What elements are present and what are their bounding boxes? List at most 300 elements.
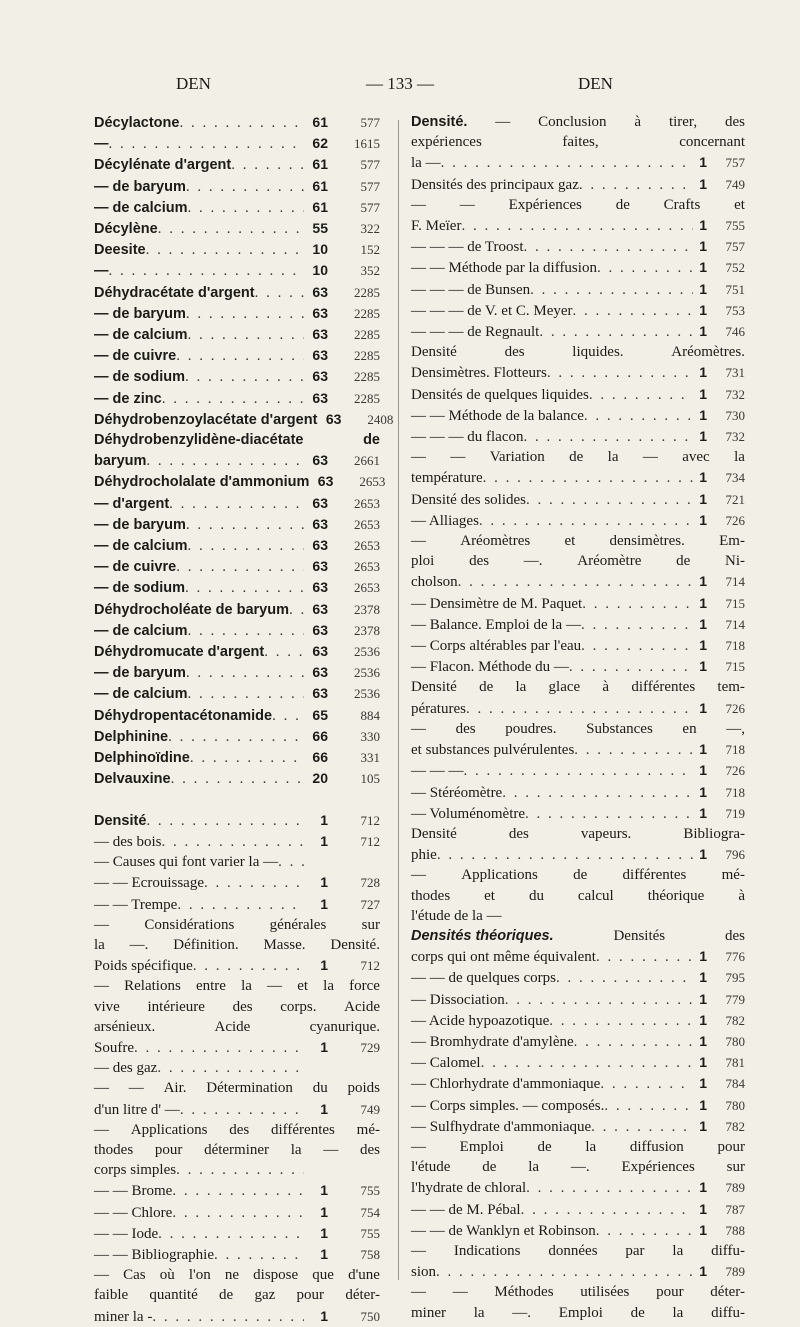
- word: Relations: [124, 978, 181, 995]
- volume-number: 1: [699, 323, 707, 340]
- entry-text: — — —: [411, 763, 464, 780]
- entry-text: [94, 997, 380, 1017]
- leader-dots: [464, 761, 694, 781]
- leader-dots: [549, 1011, 693, 1031]
- volume-number: 1: [699, 1032, 707, 1049]
- word: Considérations: [144, 916, 235, 933]
- word: —: [411, 196, 426, 213]
- volume-number: 1: [320, 1038, 328, 1055]
- entry-heading: Densité.: [411, 114, 468, 130]
- leader-dots: [187, 621, 304, 641]
- volume-number: 63: [312, 579, 328, 596]
- index-entry: [411, 1116, 745, 1137]
- entry-text: [94, 915, 380, 935]
- leader-dots: [134, 1038, 304, 1058]
- entry-text: [94, 976, 380, 996]
- entry-text: Densités de quelques liquides: [411, 386, 589, 403]
- volume-number: 1: [320, 1245, 328, 1262]
- index-entry: [411, 593, 745, 614]
- leader-dots: [526, 490, 693, 510]
- index-entry: [411, 1010, 745, 1031]
- entry-text: — — Méthode de la balance: [411, 407, 584, 424]
- entry-text: Déhydromucate d'argent: [94, 644, 265, 661]
- page-reference: 726: [725, 512, 745, 528]
- entry-text: cholson: [411, 574, 458, 591]
- entry-text: — de sodium: [94, 369, 186, 386]
- word: déter-: [710, 1284, 745, 1301]
- entry-text: — Flacon. Méthode du —: [411, 659, 569, 676]
- word: glace: [548, 679, 581, 696]
- leader-dots: [573, 301, 693, 321]
- leader-dots: [187, 536, 304, 556]
- index-entry: [411, 112, 745, 132]
- word: de: [482, 1159, 497, 1176]
- page-reference: 2536: [354, 644, 380, 660]
- page-reference: 2285: [354, 348, 380, 364]
- index-entry: [94, 915, 380, 935]
- volume-number: 1: [320, 874, 328, 891]
- leader-dots: [231, 155, 304, 175]
- leader-dots: [185, 578, 304, 598]
- word: que: [312, 1267, 334, 1284]
- index-entry: [94, 556, 380, 577]
- word: des: [469, 553, 490, 570]
- volume-number: 1: [699, 490, 707, 507]
- entry-text: — de calcium: [94, 199, 188, 216]
- word: Méthodes: [494, 1284, 554, 1301]
- word: liquides.: [572, 344, 624, 361]
- word: ploi: [411, 553, 435, 570]
- word: et: [297, 978, 309, 995]
- leader-dots: [579, 175, 693, 195]
- word: la: [241, 978, 252, 995]
- word: poudres.: [505, 720, 557, 737]
- entry-text: — Balance. Emploi de la —: [411, 616, 581, 633]
- index-entry: [411, 426, 745, 447]
- page-reference: 2653: [354, 580, 380, 596]
- volume-number: 1: [320, 1182, 328, 1199]
- entry-text: — — Trempe: [94, 896, 178, 913]
- entry-text: [94, 1017, 380, 1037]
- page-reference: 728: [360, 875, 380, 891]
- entry-text: miner la -: [94, 1308, 153, 1325]
- index-entry: [411, 946, 745, 967]
- entry-text: — de zinc: [94, 390, 162, 407]
- word: vive: [94, 998, 120, 1015]
- word: Bibliogra-: [683, 825, 745, 842]
- index-entry: [411, 989, 745, 1010]
- word: —: [323, 1141, 339, 1158]
- word: des: [724, 927, 745, 944]
- index-entry: [411, 362, 745, 383]
- entry-text: Delphinine: [94, 728, 169, 745]
- leader-dots: [187, 684, 304, 704]
- word: Densité: [411, 344, 457, 361]
- volume-number: 1: [699, 658, 707, 675]
- entry-text: Poids spécifique: [94, 958, 193, 975]
- entry-text: — de sodium: [94, 580, 186, 597]
- word: de: [479, 679, 494, 696]
- index-entry: [411, 1303, 745, 1323]
- leader-dots: [524, 237, 693, 257]
- page-reference: 2661: [354, 453, 380, 469]
- word: la: [672, 1304, 684, 1321]
- entry-text: — — Ecrouissage: [94, 875, 204, 892]
- entry-text: [411, 112, 745, 132]
- index-entry: [94, 1180, 380, 1201]
- word: Aréomètres.: [671, 344, 745, 361]
- index-entry: [411, 1282, 745, 1302]
- page-reference: 2653: [354, 538, 380, 554]
- leader-dots: [589, 385, 693, 405]
- leader-dots: [186, 515, 304, 535]
- entry-text: — — Méthode par la diffusion: [411, 260, 597, 277]
- word: à: [738, 887, 745, 904]
- volume-number: 1: [699, 511, 707, 528]
- leader-dots: [600, 1074, 693, 1094]
- word: Masse.: [263, 936, 306, 953]
- word: et: [484, 887, 495, 904]
- page-reference: 2285: [354, 390, 380, 406]
- index-entry: [94, 662, 380, 683]
- index-entry: [94, 1265, 380, 1285]
- index-entry: [411, 152, 745, 173]
- word: tem-: [717, 679, 745, 696]
- leader-dots: [466, 699, 693, 719]
- word: —: [94, 978, 109, 995]
- leader-dots: [169, 494, 304, 514]
- index-entry: [94, 366, 380, 387]
- index-entry: [411, 824, 745, 844]
- word: Air.: [163, 1080, 187, 1097]
- word: Applications: [461, 867, 538, 884]
- entry-text: [411, 1241, 745, 1261]
- leader-dots: [525, 804, 693, 824]
- index-entry: [94, 894, 380, 915]
- leader-dots: [146, 240, 304, 260]
- volume-number: 63: [312, 621, 328, 638]
- index-entry: [411, 300, 745, 321]
- page-reference: 715: [725, 595, 745, 611]
- word: Expériences: [621, 1159, 695, 1176]
- word: —: [411, 1284, 426, 1301]
- page-reference: 727: [360, 896, 380, 912]
- entry-heading: Densités théoriques.: [411, 927, 554, 944]
- word: pour: [656, 1284, 684, 1301]
- index-entry: [411, 1031, 745, 1052]
- leader-dots: [521, 1200, 693, 1220]
- index-entry: [94, 154, 380, 175]
- word: —: [411, 449, 426, 466]
- leader-dots: [186, 663, 304, 683]
- page-reference: 753: [725, 302, 745, 318]
- word: —: [450, 449, 466, 466]
- entry-text: [94, 935, 380, 955]
- entry-text: — — Bibliographie: [94, 1246, 214, 1263]
- volume-number: 1: [320, 895, 328, 912]
- volume-number: 63: [312, 389, 328, 406]
- page-reference: 781: [725, 1055, 745, 1071]
- volume-number: 63: [312, 347, 328, 364]
- word: et: [734, 196, 745, 213]
- page-reference: 2536: [354, 686, 380, 702]
- volume-number: 1: [699, 990, 707, 1007]
- word: déter-: [345, 1287, 380, 1304]
- index-entry: [411, 1095, 745, 1116]
- index-entry: [411, 1241, 745, 1261]
- page-reference: 2285: [354, 284, 380, 300]
- word: sur: [361, 916, 380, 933]
- index-entry: [411, 531, 745, 551]
- page-reference: 152: [360, 242, 380, 258]
- entry-text: [411, 865, 745, 885]
- page-reference: 729: [360, 1039, 380, 1055]
- page-reference: 757: [725, 239, 745, 255]
- entry-text: [411, 906, 745, 926]
- entry-text: — Chlorhydrate d'ammoniaque: [411, 1076, 601, 1093]
- leader-dots: [272, 706, 304, 726]
- word: l'étude: [411, 1159, 451, 1176]
- index-entry: [94, 1078, 380, 1098]
- page-reference: 577: [360, 157, 380, 173]
- word: déterminer: [204, 1141, 270, 1158]
- leader-dots: [574, 1032, 693, 1052]
- index-entry: [411, 865, 745, 885]
- word: la: [585, 1138, 597, 1155]
- volume-number: 1: [320, 1203, 328, 1220]
- word: la: [528, 1159, 540, 1176]
- word: corps.: [280, 998, 317, 1015]
- entry-text: d'un litre d' —: [94, 1101, 180, 1118]
- volume-number: 66: [312, 749, 328, 766]
- index-entry: [411, 236, 745, 257]
- volume-number: 63: [312, 452, 328, 469]
- leader-dots: [176, 557, 304, 577]
- leader-dots: [584, 406, 693, 426]
- leader-dots: [171, 769, 304, 789]
- page-reference: 352: [360, 263, 380, 279]
- leader-dots: [574, 740, 693, 760]
- leader-dots: [185, 367, 304, 387]
- page-reference: 789: [725, 1180, 745, 1196]
- word: Substances: [586, 720, 653, 737]
- word: diffu-: [711, 1304, 745, 1321]
- entry-text: Delphinoïdine: [94, 750, 190, 767]
- page-reference: 884: [360, 707, 380, 723]
- word: la: [94, 936, 105, 953]
- entry-text: Deesite: [94, 242, 146, 259]
- index-entry: [411, 467, 745, 488]
- index-entry: [94, 471, 386, 492]
- page-reference: 2285: [354, 369, 380, 385]
- word: thodes: [94, 1141, 134, 1158]
- volume-number: 1: [699, 259, 707, 276]
- page-reference: 751: [725, 281, 745, 297]
- volume-number: 1: [699, 846, 707, 863]
- index-entry: [411, 384, 745, 405]
- index-entry: [94, 997, 380, 1017]
- leader-dots: [152, 1307, 304, 1327]
- index-entry: [411, 926, 745, 946]
- word: la: [515, 679, 527, 696]
- page-reference: 784: [725, 1076, 745, 1092]
- word: Emploi: [459, 1138, 504, 1155]
- entry-text: pératures: [411, 700, 466, 717]
- entry-text: Densité: [94, 812, 147, 829]
- word: —: [411, 1242, 426, 1259]
- entry-text: — — — de V. et C. Meyer: [411, 302, 573, 319]
- word: de: [630, 1304, 645, 1321]
- volume-number: 1: [699, 948, 707, 965]
- word: des: [504, 344, 525, 361]
- page-reference: 788: [725, 1222, 745, 1238]
- index-entry: [411, 1052, 745, 1073]
- page-reference: 577: [360, 199, 380, 215]
- word: pour: [717, 1138, 745, 1155]
- volume-number: 61: [312, 198, 328, 215]
- leader-dots: [162, 389, 304, 409]
- volume-number: 63: [312, 326, 328, 343]
- entry-text: phie: [411, 847, 437, 864]
- leader-dots: [186, 177, 304, 197]
- word: des: [229, 1121, 250, 1138]
- volume-number: 1: [320, 1100, 328, 1117]
- entry-text: — d'argent: [94, 495, 170, 512]
- word: entre: [195, 978, 226, 995]
- index-column-left: [94, 112, 394, 1327]
- volume-number: 1: [699, 573, 707, 590]
- index-entry: [94, 1285, 380, 1305]
- leader-dots: [109, 261, 305, 281]
- word: de: [615, 196, 630, 213]
- word: Variation: [489, 449, 545, 466]
- page-reference: 752: [725, 260, 745, 276]
- entry-text: [94, 1120, 380, 1140]
- index-entry: [411, 571, 745, 592]
- leader-dots: [441, 153, 693, 173]
- index-entry: [94, 493, 380, 514]
- leader-dots: [289, 600, 304, 620]
- entry-text: température: [411, 470, 483, 487]
- word: et: [564, 533, 576, 550]
- word: Aréomètre: [577, 553, 642, 570]
- entry-text: [94, 1078, 380, 1098]
- leader-dots: [204, 873, 304, 893]
- index-entry: [411, 257, 745, 278]
- word: données: [548, 1242, 598, 1259]
- volume-number: 1: [699, 154, 707, 171]
- word: pour: [154, 1141, 183, 1158]
- leader-dots: [526, 1178, 693, 1198]
- index-entry: [94, 831, 380, 852]
- word: Indications: [453, 1242, 521, 1259]
- volume-number: 63: [312, 537, 328, 554]
- page-reference: 719: [725, 805, 745, 821]
- page-reference: 780: [725, 1097, 745, 1113]
- index-entry: [411, 132, 745, 152]
- entry-text: — — Iode: [94, 1225, 159, 1242]
- leader-dots: [479, 511, 693, 531]
- volume-number: 1: [699, 699, 707, 716]
- index-entry: [411, 1157, 745, 1177]
- word: Crafts: [663, 196, 701, 213]
- entry-text: Soufre: [94, 1039, 134, 1056]
- word: la: [290, 1141, 302, 1158]
- word: —.: [512, 1304, 532, 1321]
- volume-number: 63: [312, 283, 328, 300]
- leader-dots: [604, 1096, 693, 1116]
- entry-text: —: [94, 136, 109, 153]
- word: vapeurs.: [580, 825, 632, 842]
- word: Acide: [344, 998, 380, 1015]
- leader-dots: [187, 198, 304, 218]
- word: —: [411, 1138, 426, 1155]
- page-reference: 795: [725, 970, 745, 986]
- index-entry: [94, 872, 380, 893]
- entry-text: [411, 447, 745, 467]
- leader-dots: [437, 845, 693, 865]
- entry-text: corps qui ont même équivalent: [411, 949, 596, 966]
- word: la: [607, 449, 619, 466]
- index-entry: [411, 195, 745, 215]
- index-entry: [411, 1199, 745, 1220]
- volume-number: 1: [699, 406, 707, 423]
- word: pour: [296, 1287, 325, 1304]
- index-entry: [411, 698, 745, 719]
- index-entry: [411, 906, 745, 926]
- word: Acide: [214, 1018, 251, 1035]
- word: diffusion: [629, 1138, 684, 1155]
- word: thodes: [411, 887, 451, 904]
- page-number: — 133 —: [366, 74, 434, 93]
- entry-text: — Calomel: [411, 1055, 481, 1072]
- leader-dots: [436, 1262, 693, 1282]
- volume-number: 1: [699, 783, 707, 800]
- word: en: [682, 720, 697, 737]
- leader-dots: [146, 451, 304, 471]
- page-reference: 776: [725, 949, 745, 965]
- page-reference: 731: [725, 365, 745, 381]
- index-entry: [94, 1160, 380, 1180]
- index-entry: [411, 1073, 745, 1094]
- word: —: [411, 867, 426, 884]
- leader-dots: [523, 427, 693, 447]
- volume-number: 1: [699, 428, 707, 445]
- page-reference: 718: [725, 742, 745, 758]
- entry-text: Densités des principaux gaz: [411, 176, 579, 193]
- index-entry: [94, 514, 380, 535]
- word: Densité: [411, 825, 457, 842]
- entry-text: Delvauxine: [94, 771, 171, 788]
- word: Ni-: [725, 553, 745, 570]
- page-reference: 712: [360, 958, 380, 974]
- volume-number: 10: [312, 262, 328, 279]
- entry-text: — des bois: [94, 833, 162, 850]
- page-reference: 715: [725, 659, 745, 675]
- word: —: [94, 1080, 109, 1097]
- index-entry: [94, 705, 380, 726]
- page-reference: 782: [725, 1012, 745, 1028]
- leader-dots: [109, 134, 305, 154]
- leader-dots: [186, 304, 304, 324]
- header-right-keyword: DEN: [578, 74, 613, 93]
- index-entry: [411, 174, 745, 195]
- index-entry: [411, 967, 745, 988]
- leader-dots: [481, 1053, 693, 1073]
- index-entry: [94, 726, 380, 747]
- word: des: [359, 1141, 380, 1158]
- volume-number: 63: [312, 515, 328, 532]
